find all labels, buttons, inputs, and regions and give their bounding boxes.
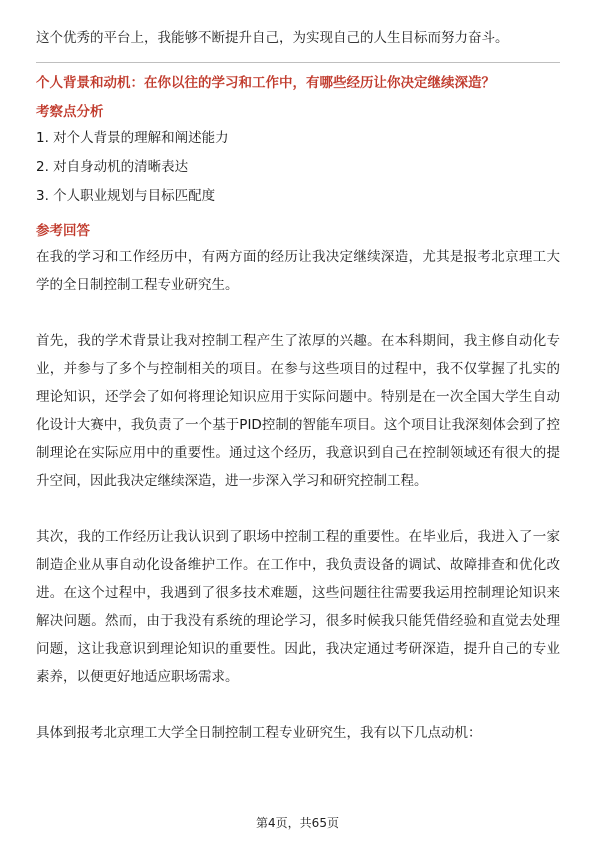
divider bbox=[36, 62, 560, 63]
answer-label: 参考回答 bbox=[36, 223, 90, 239]
paragraph-gap bbox=[36, 495, 560, 523]
answer-paragraph: 首先，我的学术背景让我对控制工程产生了浓厚的兴趣。在本科期间，我主修自动化专业，并参与了多个与控制相关的项目。在参与这些项目的过程中，我不仅掌握了扎实的理论知识，还学会了如何将理论知识应用于实际问题中。特别是在一次全国大学生自动化设计大赛中，我负责了一个基于PID控制的智能车项目。这个项目让我深刻体会到了控制理论在实际应用中的重要性。通过这个经历，我意识到自己在控制领域还有很大的提升空间，因此我决定继续深造，进一步深入学习和研究控制工程。 bbox=[36, 333, 560, 489]
answer-paragraph: 其次，我的工作经历让我认识到了职场中控制工程的重要性。在毕业后，我进入了一家制造企业从事自动化设备维护工作。在工作中，我负责设备的调试、故障排查和优化改进。在这个过程中，我遇到了很多技术难题，这些问题往往需要我运用控制理论知识来解决问题。然而，由于我没有系统的理论学习，很多时候我只能凭借经验和直觉去处理问题，这让我意识到理论知识的重要性。因此，我决定通过考研深造，提升自己的专业素养，以便更好地适应职场需求。 bbox=[36, 529, 560, 685]
intro-paragraph-tail: 这个优秀的平台上，我能够不断提升自己，为实现自己的人生目标而努力奋斗。 bbox=[36, 30, 509, 46]
analysis-point: 3. 个人职业规划与目标匹配度 bbox=[36, 188, 216, 204]
analysis-section bbox=[36, 100, 560, 211]
analysis-point: 2. 对自身动机的清晰表达 bbox=[36, 159, 189, 175]
paragraph-gap bbox=[36, 299, 560, 327]
analysis-label: 考察点分析 bbox=[36, 104, 104, 120]
page-number: 第4页，共65页 bbox=[256, 816, 339, 830]
analysis-point: 1. 对个人背景的理解和阐述能力 bbox=[36, 130, 229, 146]
answer-paragraph: 具体到报考北京理工大学全日制控制工程专业研究生，我有以下几点动机： bbox=[36, 725, 482, 741]
question-heading: 个人背景和动机：在你以往的学习和工作中，有哪些经历让你决定继续深造？ bbox=[36, 75, 495, 91]
answer-section bbox=[36, 219, 560, 747]
paragraph-gap bbox=[36, 691, 560, 719]
analysis-points bbox=[36, 124, 560, 211]
answer-paragraph: 在我的学习和工作经历中，有两方面的经历让我决定继续深造，尤其是报考北京理工大学的全日制控制工程专业研究生。 bbox=[36, 249, 560, 293]
